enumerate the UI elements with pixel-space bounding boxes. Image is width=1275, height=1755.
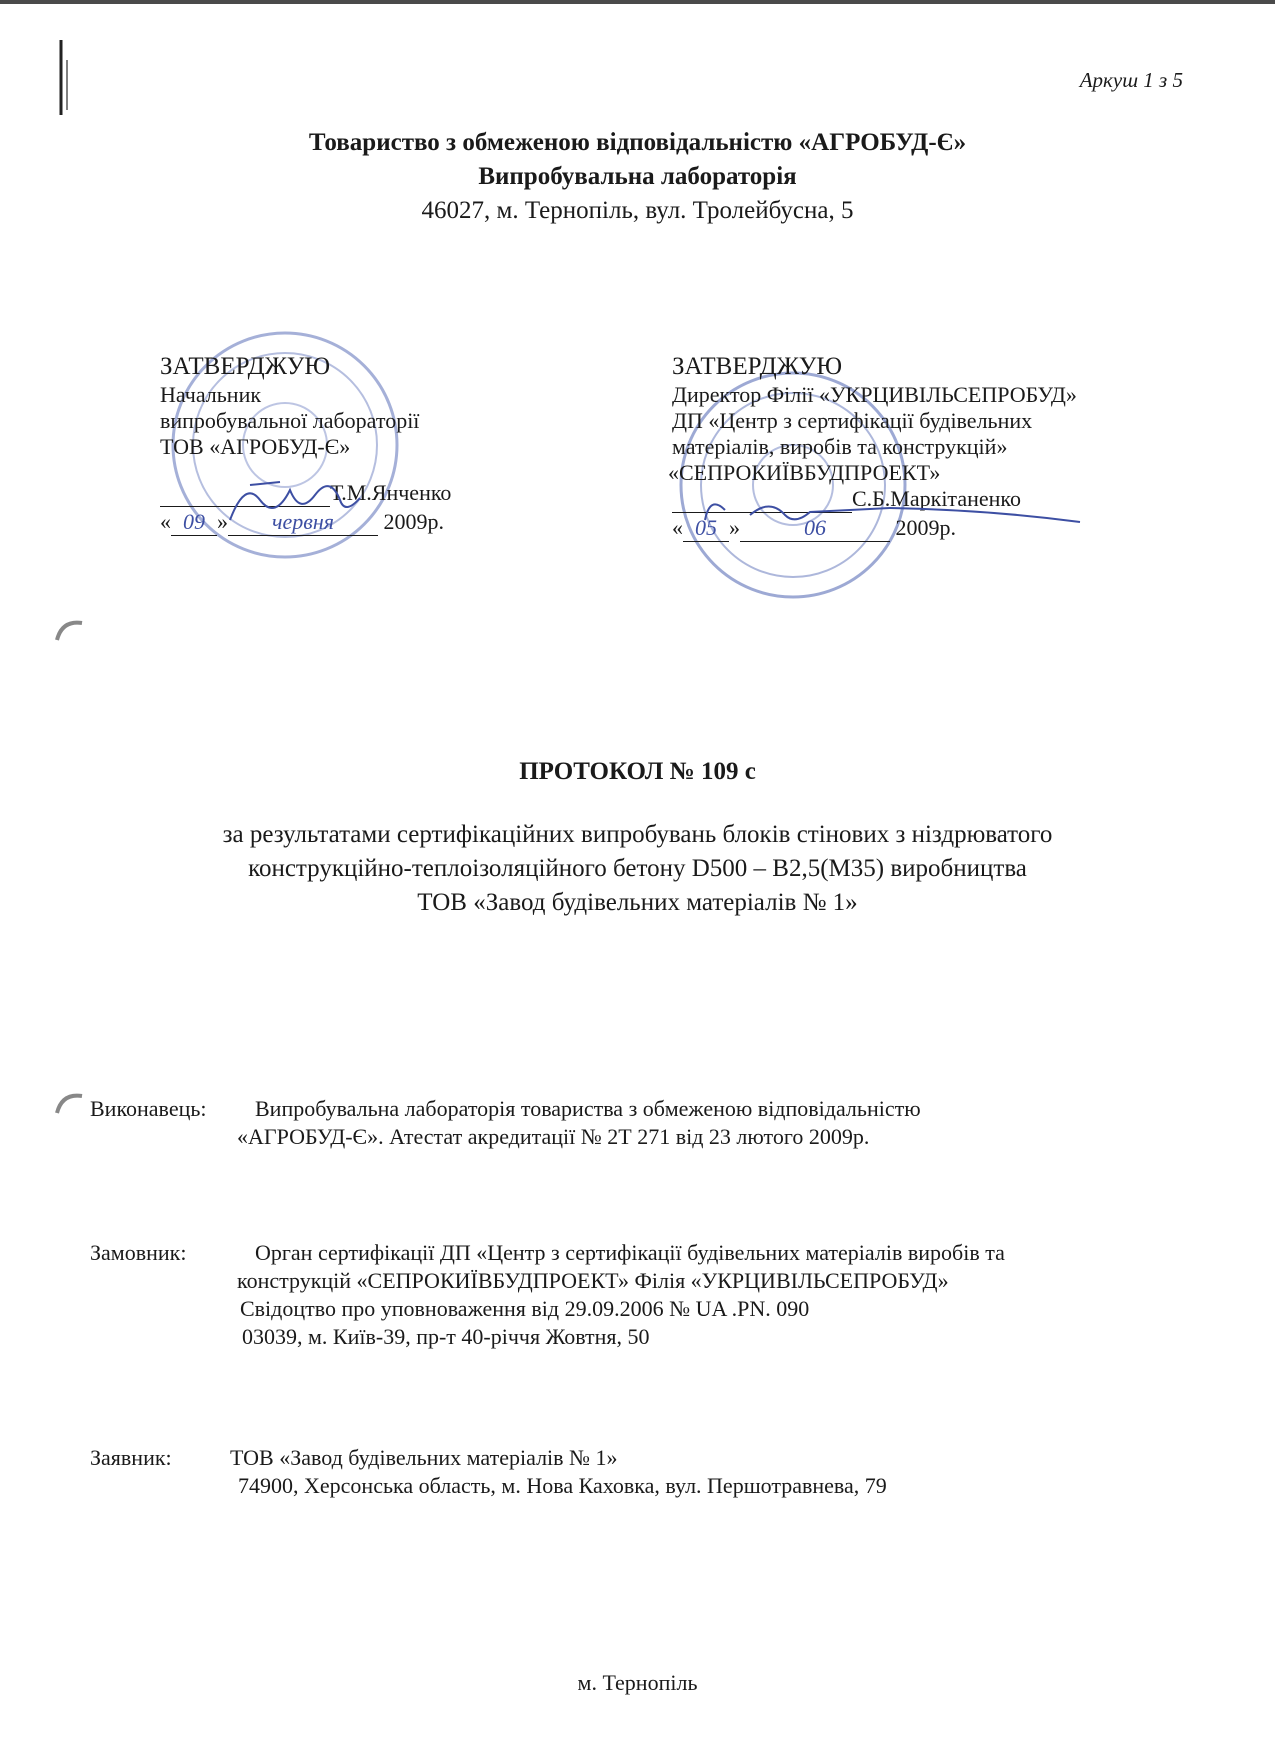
approver-unit: випробувальної лабораторії — [160, 408, 420, 433]
document-city: м. Тернопіль — [577, 1670, 698, 1695]
binder-mark-icon — [55, 40, 75, 120]
protocol-title: ПРОТОКОЛ № 109 с — [519, 758, 756, 785]
date-day: 09 — [171, 509, 217, 536]
date-year: 2009р. — [383, 509, 444, 534]
scan-top-edge — [0, 0, 1275, 4]
customer-line: Орган сертифікації ДП «Центр з сертифікації будівельних матеріалів виробів та — [255, 1240, 1005, 1265]
executor-label: Виконавець: — [90, 1096, 207, 1121]
approval-date: « 05 » 06 2009р. — [672, 515, 956, 540]
company-name: Товариство з обмеженою відповідальністю «АГРОБУД-Є» — [308, 129, 967, 156]
customer-line: конструкцій «СЕПРОКИЇВБУДПРОЕКТ» Філія «УКРЦИВІЛЬСЕПРОБУД» — [237, 1268, 949, 1293]
subject-line: конструкційно-теплоізоляційного бетону D500 – В2,5(М35) виробництва — [248, 855, 1027, 882]
sheet-number: Аркуш 1 з 5 — [1079, 68, 1183, 92]
date-day: 05 — [683, 515, 729, 542]
approval-heading: ЗАТВЕРДЖУЮ — [160, 353, 331, 380]
approver-position: Директор Філії «УКРЦИВІЛЬСЕПРОБУД» — [672, 382, 1077, 407]
applicant-line: 74900, Херсонська область, м. Нова Каховка, вул. Першотравнева, 79 — [238, 1473, 887, 1498]
signatory-name: С.Б.Маркітаненко — [852, 486, 1021, 511]
applicant-line: ТОВ «Завод будівельних матеріалів № 1» — [230, 1445, 618, 1470]
signatory-name: Т.М.Янченко — [330, 480, 452, 505]
lab-address: 46027, м. Тернопіль, вул. Тролейбусна, 5 — [421, 197, 854, 224]
approver-position: Начальник — [160, 382, 262, 407]
subject-line: ТОВ «Завод будівельних матеріалів № 1» — [417, 889, 858, 916]
date-year: 2009р. — [895, 515, 956, 540]
document-header — [0, 126, 1275, 228]
approval-date: « 09 » червня 2009р. — [160, 509, 444, 534]
approver-organization-cont: матеріалів, виробів та конструкцій» — [672, 434, 1008, 459]
date-month: 06 — [740, 515, 890, 542]
approval-heading: ЗАТВЕРДЖУЮ — [672, 353, 843, 380]
approver-organization: ДП «Центр з сертифікації будівельних — [672, 408, 1033, 433]
customer-line: 03039, м. Київ-39, пр-т 40-річчя Жовтня, 50 — [242, 1324, 650, 1349]
subject-line: за результатами сертифікаційних випробувань блоків стінових з ніздрюватого — [222, 821, 1053, 848]
punch-hole-icon — [52, 1088, 92, 1118]
applicant-label: Заявник: — [90, 1445, 172, 1470]
date-month: червня — [228, 509, 378, 536]
customer-line: Свідоцтво про уповноваження від 29.09.2006 № UA .PN. 090 — [240, 1296, 810, 1321]
punch-hole-icon — [52, 615, 92, 645]
approver-organization-name: «СЕПРОКИЇВБУДПРОЕКТ» — [668, 460, 941, 485]
customer-label: Замовник: — [90, 1240, 187, 1265]
signature-left-icon — [220, 470, 370, 540]
approver-organization: ТОВ «АГРОБУД-Є» — [160, 434, 351, 459]
protocol-subject — [0, 818, 1275, 920]
lab-name: Випробувальна лабораторія — [478, 163, 797, 190]
executor-line: Випробувальна лабораторія товариства з обмеженою відповідальністю — [255, 1096, 921, 1121]
executor-line: «АГРОБУД-Є». Атестат акредитації № 2Т 271 від 23 лютого 2009р. — [237, 1124, 870, 1149]
signature-right-icon — [690, 490, 1090, 540]
